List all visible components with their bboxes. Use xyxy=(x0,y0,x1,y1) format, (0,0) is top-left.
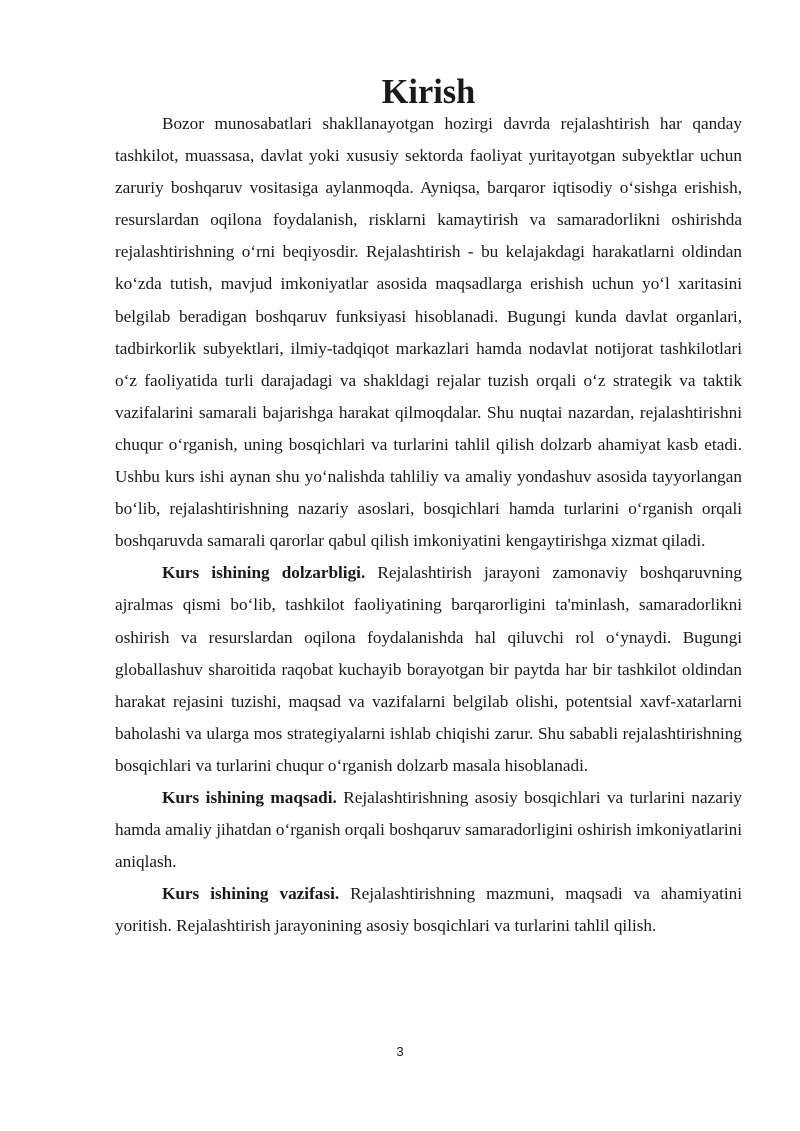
paragraph-lead: Kurs ishining maqsadi. xyxy=(162,787,337,807)
paragraph-text: Rejalashtirish jarayoni zamonaviy boshqaruvning ajralmas qismi bo‘lib, tashkilot faoliyatining barqarorligini ta'minlash, samaradorlikni oshirish va resurslardan oqilona foydalanishda hal qiluvchi rol o‘ynaydi. Bugungi globallashuv sharoitida raqobat kuchayib borayotgan bir paytda har bir tashkilot oldindan harakat rejasini tuzishi, maqsad va vazifalarni belgilab olishi, potentsial xavf-xatarlarni baholashi va ularga mos strategiyalarni ishlab chiqishi zarur. Shu sababli rejalashtirishning bosqichlari va turlarini chuqur o‘rganish dolzarb masala hisoblanadi. xyxy=(115,563,742,775)
goal-paragraph xyxy=(115,782,742,878)
paragraph-text: Rejalashtirishning mazmuni, maqsadi va ahamiyatini yoritish. Rejalashtirish jarayonining asosiy bosqichlari va turlarini tahlil qilish. xyxy=(115,884,742,936)
page-number: 3 xyxy=(396,1044,404,1059)
intro-paragraph xyxy=(115,108,742,557)
document-page xyxy=(115,73,742,942)
paragraph-lead: Kurs ishining vazifasi. xyxy=(162,884,340,904)
section-title: Kirish xyxy=(381,73,476,111)
paragraph-text: Rejalashtirishning asosiy bosqichlari va turlarini nazariy hamda amaliy jihatdan o‘rganish orqali boshqaruv samaradorligini oshirish imkoniyatlarini aniqlash. xyxy=(115,787,742,872)
paragraph-text: Bozor munosabatlari shakllanayotgan hozirgi davrda rejalashtirish har qanday tashkilot, muassasa, davlat yoki xususiy sektorda faoliyat yuritayotgan subyektlar uchun zaruriy boshqaruv vositasiga aylanmoqda. Ayniqsa, barqaror iqtisodiy o‘sishga erishish, resurslardan oqilona foydalanish, risklarni kamaytirish va samaradorlikni oshirishda rejalashtirishning o‘rni beqiyosdir. Rejalashtirish - bu kelajakdagi harakatlarni oldindan ko‘zda tutish, mavjud imkoniyatlar asosida maqsadlarga erishish uchun yo‘l xaritasini belgilab beradigan boshqaruv funksiyasi hisoblanadi. Bugungi kunda davlat organlari, tadbirkorlik subyektlari, ilmiy-tadqiqot markazlari hamda nodavlat notijorat tashkilotlari o‘z faoliyatida turli darajadagi va shakldagi rejalar tuzish orqali o‘z strategik va taktik vazifalarini samarali bajarishga harakat qilmoqdalar. Shu nuqtai nazardan, rejalashtirishni chuqur o‘rganish, uning bosqichlari va turlarini tahlil qilish dolzarb ahamiyat kasb etadi. Ushbu kurs ishi aynan shu yo‘nalishda tahliliy va amaliy yondashuv asosida tayyorlangan bo‘lib, rejalashtirishning nazariy asoslari, bosqichlari hamda turlarini o‘rganish orqali boshqaruvda samarali qarorlar qabul qilish imkoniyatini kengaytirishga xizmat qiladi. xyxy=(115,114,742,551)
paragraph-lead: Kurs ishining dolzarbligi. xyxy=(162,563,366,583)
relevance-paragraph xyxy=(115,557,742,782)
tasks-paragraph xyxy=(115,878,742,942)
